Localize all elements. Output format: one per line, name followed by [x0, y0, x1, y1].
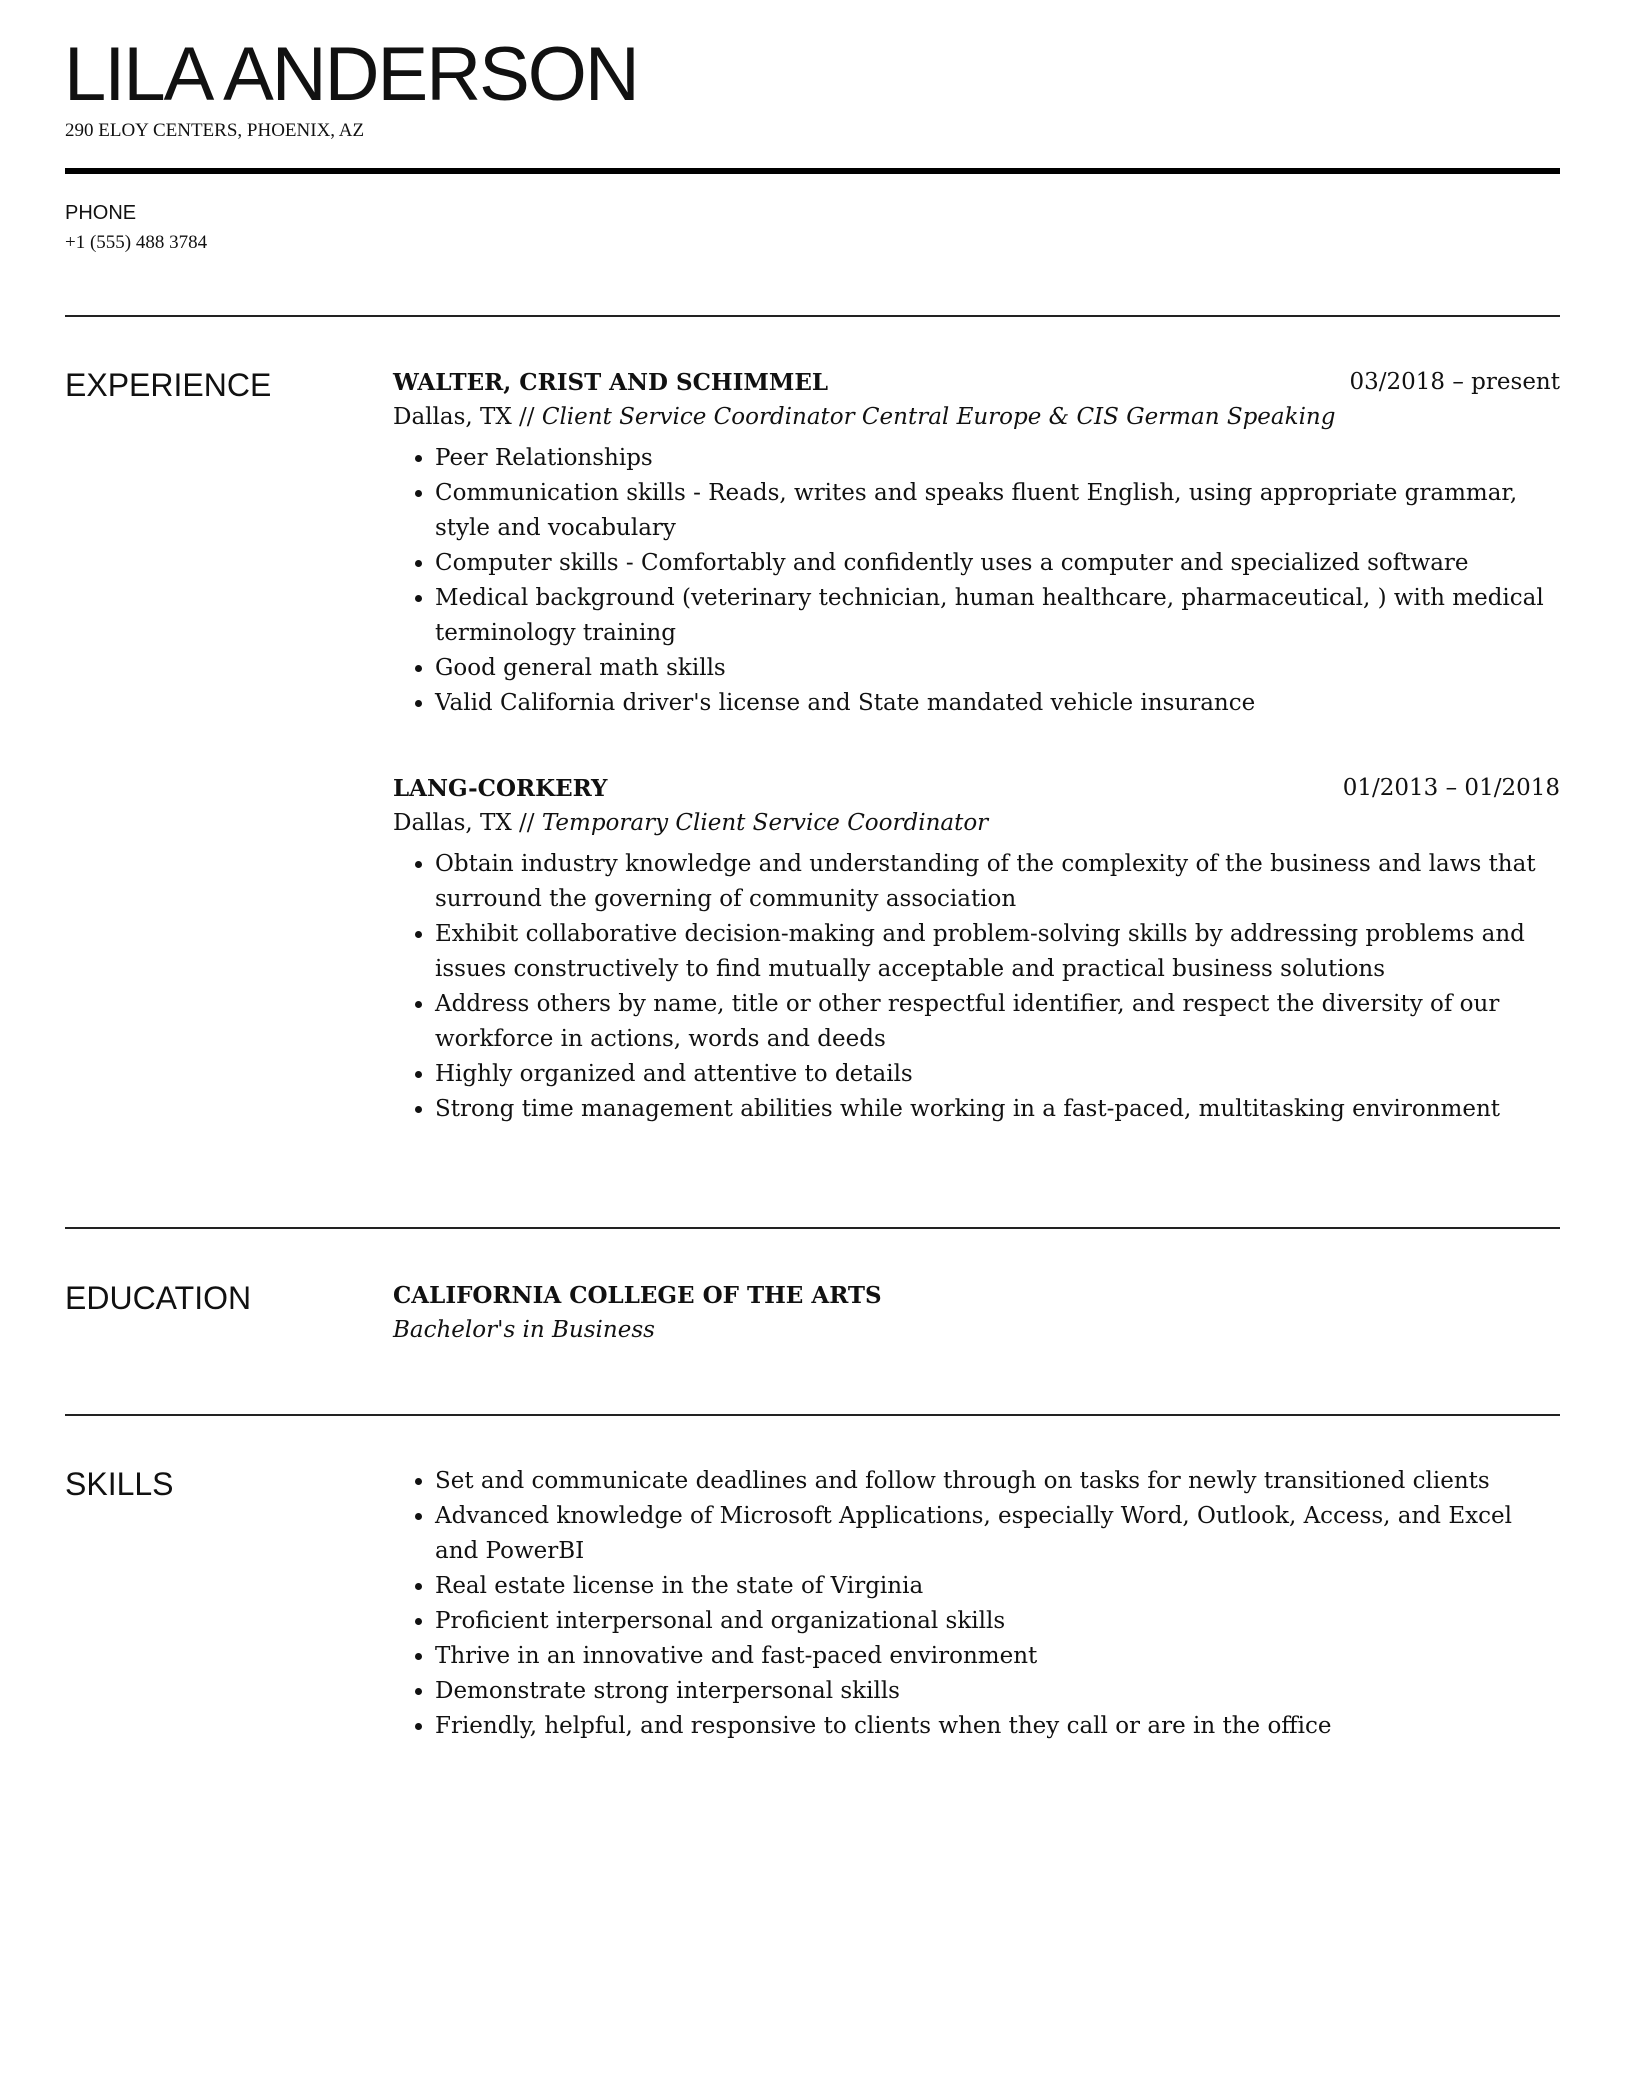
experience-list [393, 365, 1560, 1177]
skill-item: • Proficient interpersonal and organizational skills [435, 1604, 1560, 1639]
section-title: EXPERIENCE [65, 367, 272, 403]
bullet-item: • Valid California driver's license and State mandated vehicle insurance [435, 686, 1560, 721]
phone-label: PHONE [65, 202, 137, 224]
skill-item: • Set and communicate deadlines and follow through on tasks for newly transitioned clients [435, 1464, 1560, 1499]
section-divider [65, 1414, 1560, 1416]
header-divider [65, 168, 1560, 174]
section-divider [65, 315, 1560, 317]
school-name: CALIFORNIA COLLEGE OF THE ARTS [393, 1282, 882, 1309]
separator: // [511, 404, 542, 430]
job-entry [393, 365, 1560, 721]
job-bullets [393, 847, 1560, 1127]
bullet-item: • Good general math skills [435, 651, 1560, 686]
education-entry [393, 1278, 1560, 1348]
phone-value: +1 (555) 488 3784 [65, 232, 208, 253]
skill-item: • Demonstrate strong interpersonal skills [435, 1674, 1560, 1709]
address: 290 ELOY CENTERS, PHOENIX, AZ [65, 120, 365, 141]
job-role: Temporary Client Service Coordinator [541, 810, 989, 836]
separator: // [511, 810, 542, 836]
bullet-item: • Communication skills - Reads, writes and speaks fluent English, using appropriate grammar, style and vocabulary [435, 476, 1560, 546]
skill-item: • Real estate license in the state of Virginia [435, 1569, 1560, 1604]
company-name: LANG-CORKERY [393, 775, 608, 802]
job-bullets [393, 441, 1560, 721]
candidate-name: LILA ANDERSON [64, 32, 638, 117]
job-location: Dallas, TX [393, 404, 512, 430]
job-entry [393, 771, 1560, 1127]
bullet-item: • Exhibit collaborative decision-making and problem-solving skills by addressing problems and issues constructively to find mutually acceptable and practical business solutions [435, 917, 1560, 987]
bullet-item: • Address others by name, title or other respectful identifier, and respect the diversity of our workforce in actions, words and deeds [435, 987, 1560, 1057]
job-dates: 03/2018 – present [1349, 369, 1560, 395]
section-title: SKILLS [65, 1466, 174, 1502]
skill-item: • Friendly, helpful, and responsive to clients when they call or are in the office [435, 1709, 1560, 1744]
section-divider [65, 1227, 1560, 1229]
bullet-item: • Highly organized and attentive to details [435, 1057, 1560, 1092]
bullet-item: • Strong time management abilities while working in a fast-paced, multitasking environment [435, 1092, 1560, 1127]
skills-list-wrap [393, 1464, 1560, 1744]
skill-item: • Advanced knowledge of Microsoft Applications, especially Word, Outlook, Access, and Excel and PowerBI [435, 1499, 1560, 1569]
skill-item: • Thrive in an innovative and fast-paced environment [435, 1639, 1560, 1674]
degree: Bachelor's in Business [393, 1317, 655, 1343]
bullet-item: • Medical background (veterinary technician, human healthcare, pharmaceutical, ) with medical terminology training [435, 581, 1560, 651]
job-dates: 01/2013 – 01/2018 [1342, 775, 1560, 801]
company-name: WALTER, CRIST AND SCHIMMEL [393, 369, 829, 396]
job-role: Client Service Coordinator Central Europe & CIS German Speaking [541, 404, 1336, 430]
bullet-item: • Peer Relationships [435, 441, 1560, 476]
section-title: EDUCATION [65, 1280, 252, 1316]
skills-list [393, 1464, 1560, 1744]
bullet-item: • Computer skills - Comfortably and confidently uses a computer and specialized software [435, 546, 1560, 581]
bullet-item: • Obtain industry knowledge and understanding of the complexity of the business and laws that surround the governing of community association [435, 847, 1560, 917]
job-location: Dallas, TX [393, 810, 512, 836]
